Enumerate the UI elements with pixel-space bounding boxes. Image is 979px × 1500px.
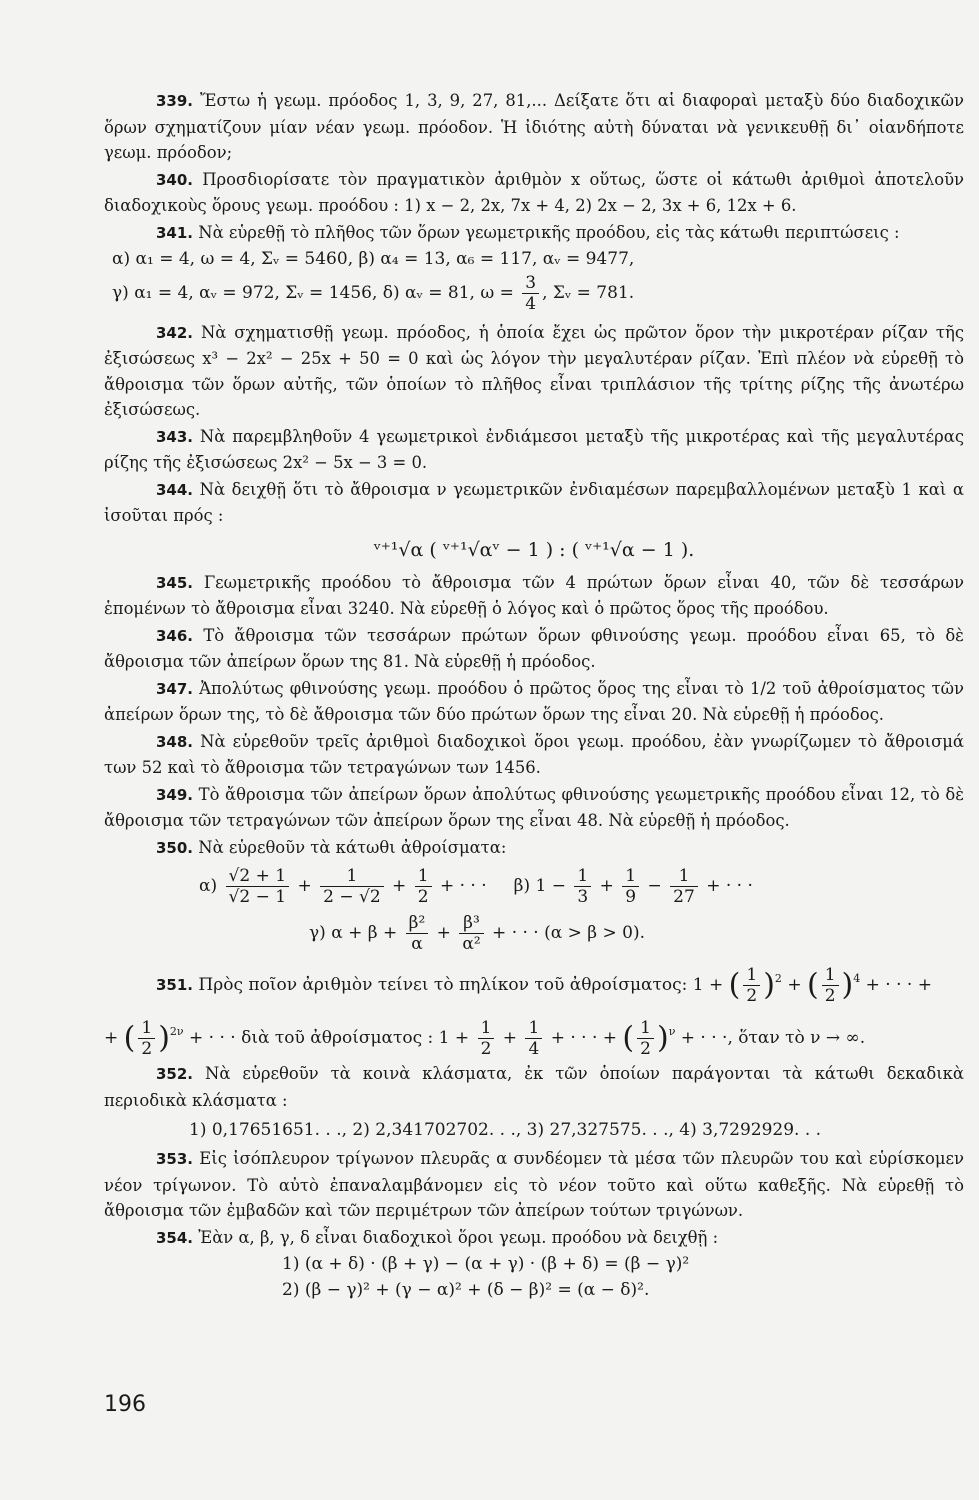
fraction-half: $\frac{1}{2}$ (743, 965, 760, 1006)
problem-number: 344. (156, 480, 194, 499)
problem-352 (104, 1061, 964, 1113)
problem-text: Νὰ δειχθῇ ὅτι τὸ ἄθροισμα ν γεωμετρικῶν ἐνδιαμέσων παρεμβαλλομένων μεταξὺ 1 καὶ α ἰσοῦται πρός : (104, 479, 964, 525)
problem-text: Νὰ εὑρεθοῦν τὰ κάτωθι ἀθροίσματα: (198, 837, 507, 857)
line-c-start: γ) α₁ = 4, αᵥ = 972, Σᵥ = 1456, δ) αᵥ = 81, ω = (112, 282, 514, 303)
problem-352-list: 1) 0,17651651. . ., 2) 2,341702702. . ., 3) 27,327575. . ., 4) 3,7292929. . . (189, 1120, 822, 1140)
problem-text: Ἐὰν α, β, γ, δ εἶναι διαδοχικοὶ ὅροι γεωμ. προόδου νὰ δειχθῇ : (198, 1227, 719, 1247)
problem-text: Νὰ παρεμβληθοῦν 4 γεωμετρικοὶ ἐνδιάμεσοι μεταξὺ τῆς μικροτέρας καὶ τῆς μεγαλυτέρας ρίζης τῆς ἐξισώσεως 2x² − 5x − 3 = 0. (104, 426, 964, 472)
fraction-3-4: $\frac{3}{4}$ (522, 273, 539, 314)
problem-text: Εἰς ἰσόπλευρον τρίγωνον πλευρᾶς α συνδέομεν τὰ μέσα τῶν πλευρῶν του καὶ εὑρίσκομεν νέον τρίγωνον. Τὸ αὐτὸ ἐπαναλαμβάνομεν εἰς τὸ νέον τοῦτο καὶ οὕτω καθεξῆς. Νὰ εὑρεθῇ τὸ ἄθροισμα τῶν ἐμβαδῶν καὶ τῶν περιμέτρων τῶν ἀπείρων τούτων τριγώνων. (104, 1149, 964, 1220)
problem-text: Ἔστω ἡ γεωμ. πρόοδος 1, 3, 9, 27, 81,... Δείξατε ὅτι αἱ διαφοραὶ μεταξὺ δύο διαδοχικῶν ὅρων σχηματίζουν μίαν νέαν γεωμ. πρόοδον. Ἡ ἰδιότης αὐτὴ δύναται νὰ γενικευθῇ δι᾽ οἱανδήποτε γεωμ. πρόοδον; (104, 91, 964, 162)
problem-339 (104, 88, 964, 166)
fraction: $\frac{\text{β²}}{\alpha}$ (406, 913, 429, 954)
problem-text: Νὰ εὑρεθοῦν τρεῖς ἀριθμοὶ διαδοχικοὶ ὅροι γεωμ. προόδου, ἐὰν γνωρίζωμεν τὸ ἄθροισμά των 52 καὶ τὸ ἄθροισμα τῶν τετραγώνων των 1456. (104, 731, 964, 777)
problem-text: Νὰ εὑρεθῇ τὸ πλῆθος τῶν ὅρων γεωμετρικῆς προόδου, εἰς τὰς κάτωθι περιπτώσεις : (198, 222, 900, 242)
problem-350-line-ab: α) $\frac{√2 + 1}{√2 - 1}$ + $\frac{1}{2 - √2}$ + $\frac{1}{2}$ + · · · β) 1 − $\frac{1}{3}$ + $\frac{1}{9}$ − $\frac{1}{27}$ + · · · (199, 866, 753, 907)
problem-number: 345. (156, 573, 194, 592)
problem-number: 340. (156, 170, 194, 189)
fraction: $\frac{√2 + 1}{√2 - 1}$ (226, 866, 290, 907)
problem-354-eq1: 1) (α + δ) · (β + γ) − (α + γ) · (β + δ) = (β − γ)² (282, 1254, 690, 1274)
problem-345 (104, 570, 964, 622)
problem-350-line-c: γ) α + β + $\frac{\text{β²}}{\alpha}$ + $\frac{\text{β³}}{\text{α²}}$ + · · · (α > β > 0). (309, 913, 646, 954)
problem-350 (104, 835, 964, 862)
problem-number: 349. (156, 785, 194, 804)
fraction: $\frac{1}{2}$ (415, 866, 432, 907)
problem-number: 354. (156, 1228, 194, 1247)
problem-text: Νὰ εὑρεθοῦν τὰ κοινὰ κλάσματα, ἐκ τῶν ὁποίων παράγονται τὰ κάτωθι δεκαδικὰ περιοδικὰ κλάσματα : (104, 1064, 964, 1110)
problem-text: Τὸ ἄθροισμα τῶν ἀπείρων ὅρων ἀπολύτως φθινούσης γεωμετρικῆς προόδου εἶναι 12, τὸ δὲ ἄθροισμα τῶν τετραγώνων τῶν ἀπείρων ὅρων της εἶναι 48. Νὰ εὑρεθῇ ἡ πρόοδος. (104, 784, 964, 830)
problem-number: 341. (156, 223, 194, 242)
problem-number: 351. (156, 976, 194, 994)
problem-number: 342. (156, 323, 194, 342)
problem-text: Ἀπολύτως φθινούσης γεωμ. προόδου ὁ πρῶτος ὅρος της εἶναι τὸ 1/2 τοῦ ἀθροίσματος τῶν ἀπείρων ὅρων της, τὸ δὲ ἄθροισμα τῶν δύο πρώτων ὅρων της εἶναι 20. Νὰ εὑρεθῇ ἡ πρόοδος. (104, 678, 964, 724)
problem-341-line-c (104, 273, 964, 314)
fraction-half: $\frac{1}{2}$ (822, 965, 839, 1006)
problem-354-eq2: 2) (β − γ)² + (γ − α)² + (δ − β)² = (α − δ)². (282, 1279, 650, 1300)
problem-text: Γεωμετρικῆς προόδου τὸ ἄθροισμα τῶν 4 πρώτων ὅρων εἶναι 40, τῶν δὲ τεσσάρων ἑπομένων τὸ ἄθροισμα εἶναι 3240. Νὰ εὑρεθῇ ὁ λόγος καὶ ὁ πρῶτος ὅρος τῆς προόδου. (104, 572, 964, 618)
exercise-list (104, 88, 964, 1303)
problem-353 (104, 1146, 964, 1224)
problem-number: 353. (156, 1150, 194, 1168)
problem-340 (104, 167, 964, 219)
problem-number: 346. (156, 626, 194, 645)
problem-number: 352. (156, 1065, 194, 1083)
problem-text: Νὰ σχηματισθῇ γεωμ. πρόοδος, ἡ ὁποία ἔχει ὡς πρῶτον ὅρον τὴν μικροτέραν ρίζαν τῆς ἐξισώσεως x³ − 2x² − 25x + 50 = 0 καὶ ὡς λόγον τὴν μεγαλυτέραν ρίζαν. Ἐπὶ πλέον νὰ εὑρεθῇ τὸ ἄθροισμα τῶν ὅρων αὐτῆς, τῶν ὁποίων τὸ πλῆθος εἶναι τριπλάσιον τῆς τρίτης ρίζης τῆς ἀνωτέρω ἐξισώσεως. (104, 322, 964, 419)
problem-number: 350. (156, 838, 194, 857)
line-c-end: , Σᵥ = 781. (542, 282, 635, 303)
fraction: $\frac{1}{2 - √2}$ (320, 866, 384, 907)
problem-number: 347. (156, 679, 194, 698)
problem-number: 339. (156, 92, 194, 110)
problem-number: 343. (156, 427, 194, 446)
fraction-half: $\frac{1}{2}$ (478, 1018, 495, 1059)
fraction-half: $\frac{1}{2}$ (138, 1018, 155, 1059)
problem-349 (104, 782, 964, 834)
problem-347 (104, 676, 964, 728)
page-number: 196 (104, 1392, 146, 1417)
problem-341-line-a: α) α₁ = 4, ω = 4, Σᵥ = 5460, β) α₄ = 13, α₆ = 117, αᵥ = 9477, (112, 249, 635, 269)
problem-text: Προσδιορίσατε τὸν πραγματικὸν ἀριθμὸν x οὕτως, ὥστε οἱ κάτωθι ἀριθμοὶ ἀποτελοῦν διαδοχικοὺς ὅρους γεωμ. προόδου : 1) x − 2, 2x, 7x + 4, 2) 2x − 2, 3x + 6, 12x + 6. (104, 169, 964, 215)
problem-344 (104, 477, 964, 529)
fraction: $\frac{\text{β³}}{\text{α²}}$ (459, 913, 483, 954)
problem-342 (104, 320, 964, 423)
problem-348 (104, 729, 964, 781)
fraction: $\frac{1}{9}$ (622, 866, 639, 907)
problem-351-line-1: 351. Πρὸς ποῖον ἀριθμὸν τείνει τὸ πηλίκον τοῦ ἀθροίσματος: 1 + ( $\frac{1}{2}$ )$^2$ + ( $\frac{1}{2}$ )$^4$ + · · · + (156, 965, 932, 1006)
problem-text: Τὸ ἄθροισμα τῶν τεσσάρων πρώτων ὅρων φθινούσης γεωμ. προόδου εἶναι 65, τὸ δὲ ἄθροισμα τῶν ἀπείρων ὅρων της 81. Νὰ εὑρεθῇ ἡ πρόοδος. (104, 625, 964, 671)
fraction-half: $\frac{1}{2}$ (637, 1018, 654, 1059)
problem-354 (104, 1225, 964, 1252)
fraction-quarter: $\frac{1}{4}$ (525, 1018, 542, 1059)
problem-346 (104, 623, 964, 675)
problem-344-formula: ᵛ⁺¹√α ( ᵛ⁺¹√αᵛ − 1 ) : ( ᵛ⁺¹√α − 1 ). (373, 538, 695, 561)
problem-341 (104, 220, 964, 247)
fraction: $\frac{1}{27}$ (670, 866, 698, 907)
problem-343 (104, 424, 964, 476)
fraction: $\frac{1}{3}$ (574, 866, 591, 907)
problem-number: 348. (156, 732, 194, 751)
problem-351-line-2: + ( $\frac{1}{2}$ )$^{2\nu}$ + · · · διὰ τοῦ ἀθροίσματος : 1 + $\frac{1}{2}$ + $\frac{1}{4}$ + · · · + ( $\frac{1}{2}$ )$^\nu$ + · · ·, ὅταν τὸ ν → ∞. (104, 1017, 866, 1059)
